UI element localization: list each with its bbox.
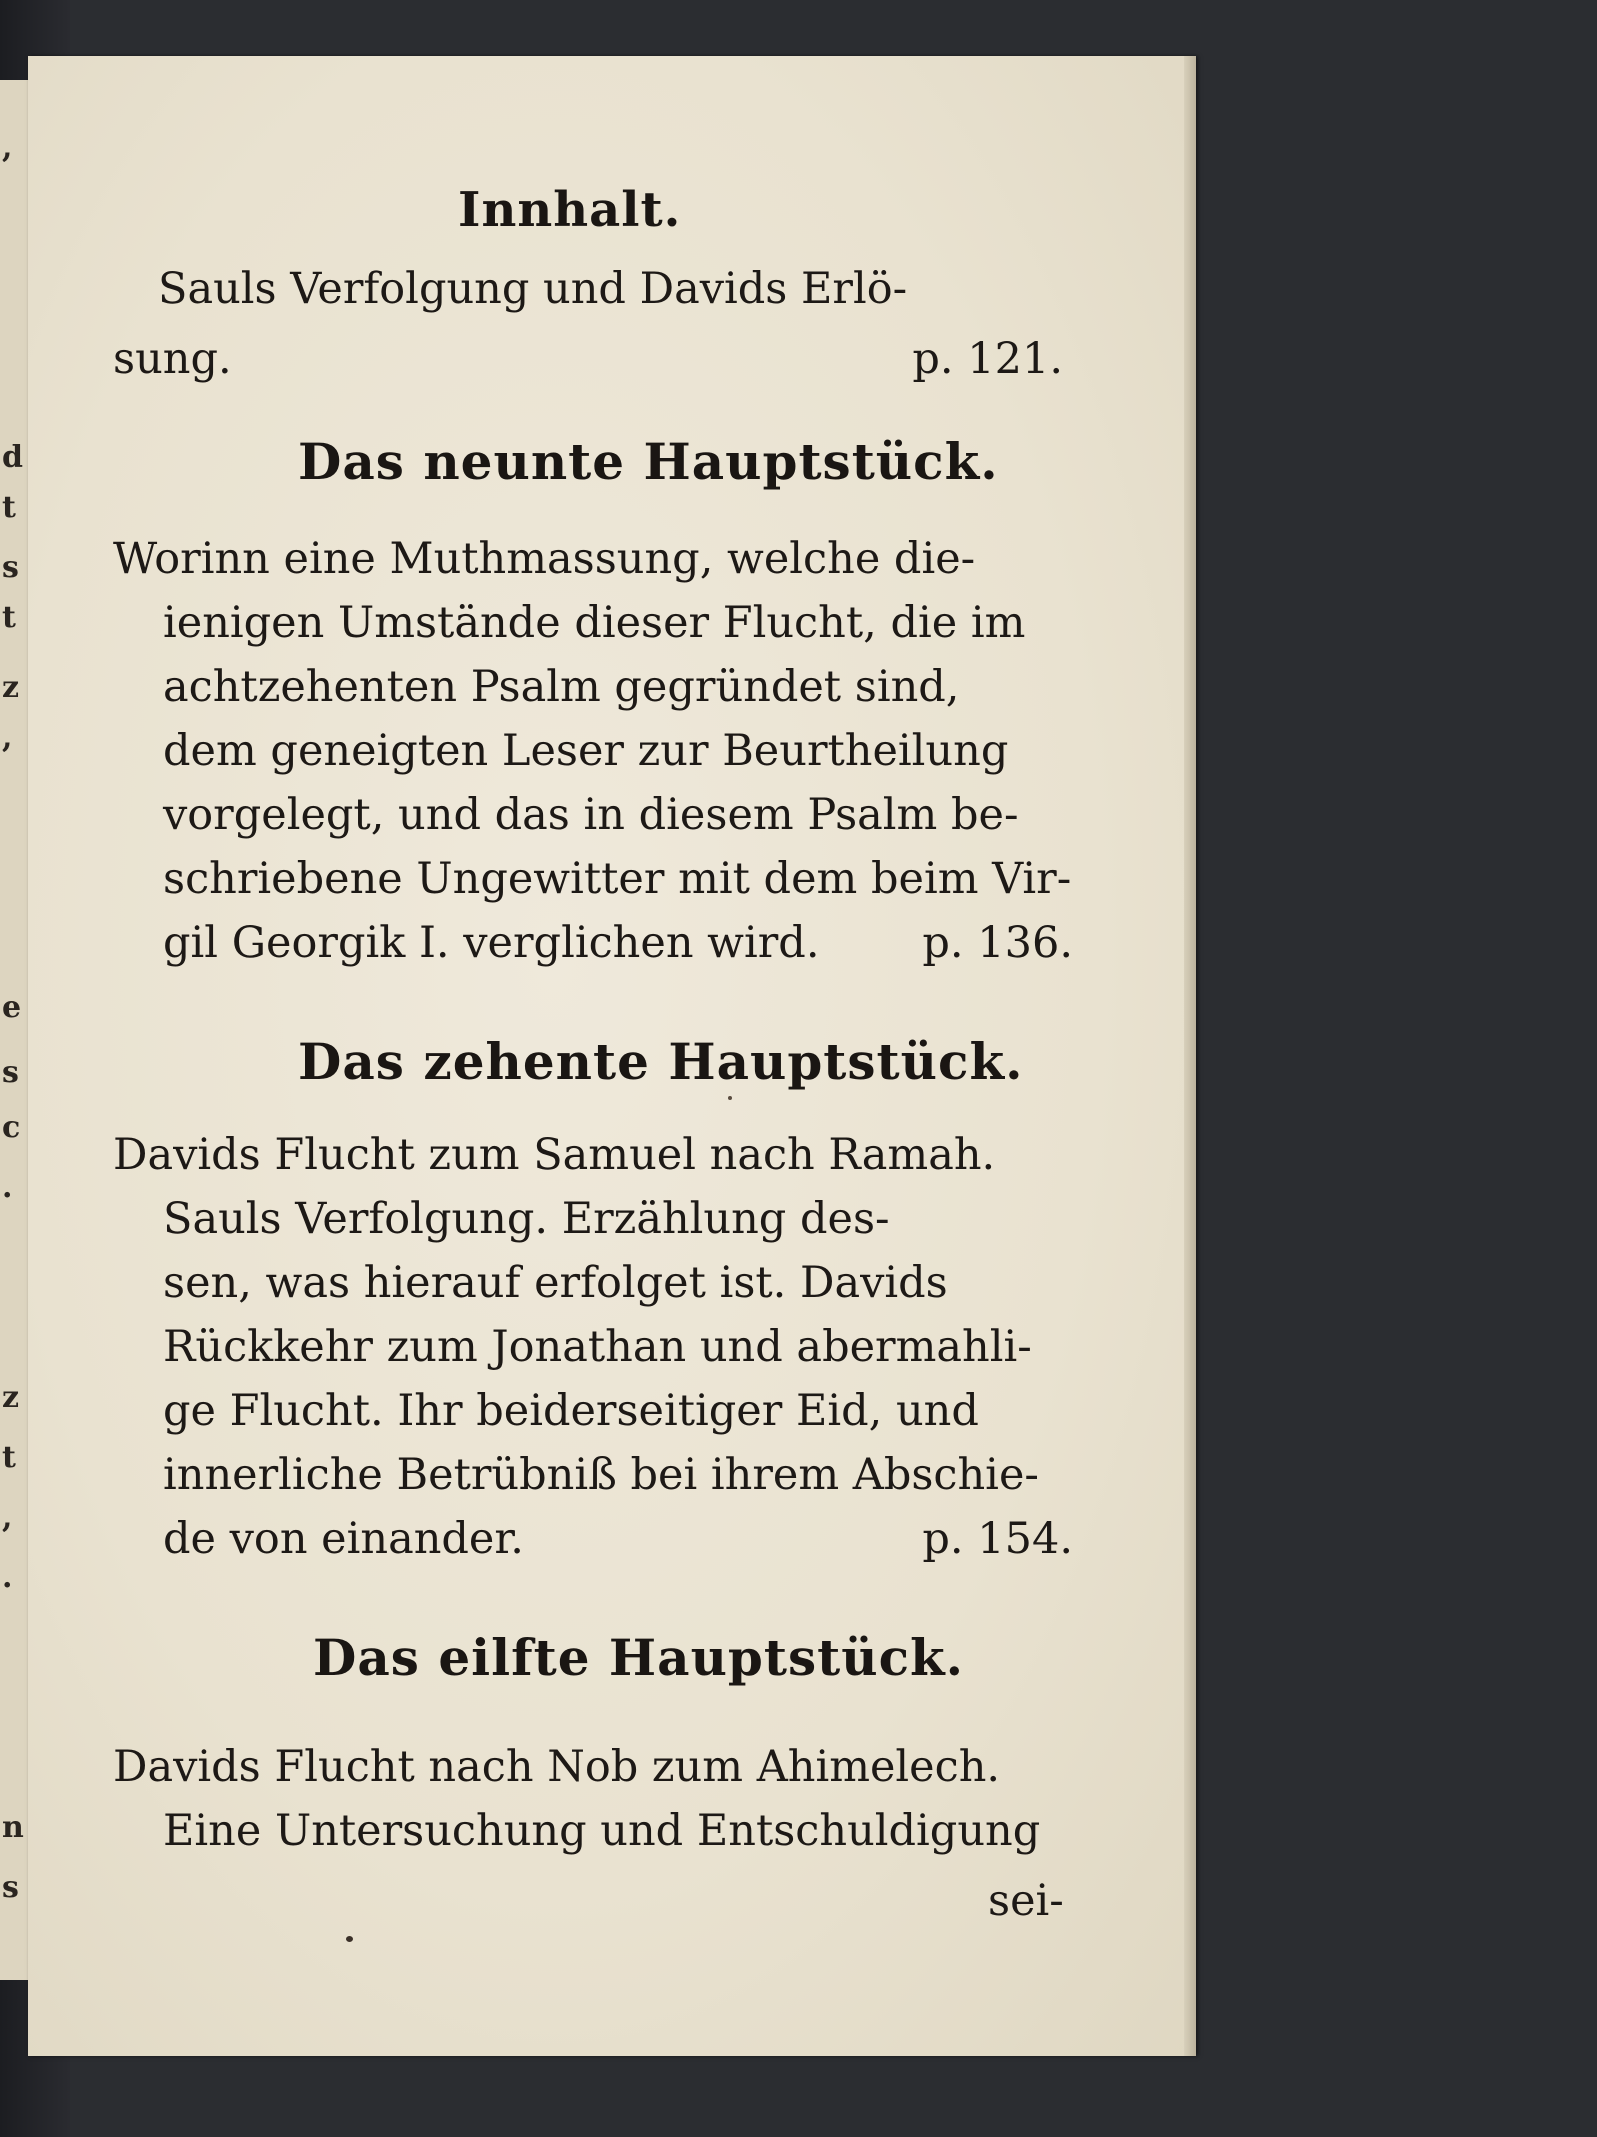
margin-glyph: z <box>2 670 20 705</box>
toc-line: achtzehenten Psalm gegründet sind, <box>163 662 960 712</box>
margin-glyph: e <box>2 990 22 1025</box>
facing-page-edge <box>0 80 30 1980</box>
margin-glyph: , <box>2 130 13 165</box>
toc-line: sen, was hierauf erfolget ist. Davids <box>163 1258 948 1308</box>
margin-glyph: c <box>2 1110 21 1145</box>
margin-glyph: , <box>2 720 13 755</box>
toc-line: vorgelegt, und das in diesem Psalm be- <box>163 790 1019 840</box>
paper-speck <box>346 1936 353 1942</box>
running-head: Innhalt. <box>458 182 682 238</box>
page-reference: p. 154. <box>922 1514 1073 1564</box>
margin-glyph: t <box>2 490 16 525</box>
toc-line-text: Sauls Verfolgung und Davids Erlö- <box>158 264 908 314</box>
toc-line: Davids Flucht zum Samuel nach Ramah. <box>113 1130 996 1180</box>
toc-line: Worinn eine Muthmassung, welche die- <box>113 534 976 584</box>
toc-line <box>158 264 1068 314</box>
chapter-heading: Das eilfte Hauptstück. <box>313 1628 965 1687</box>
margin-glyph: s <box>2 1870 19 1905</box>
margin-glyph: , <box>2 1500 13 1535</box>
margin-glyph: s <box>2 550 19 585</box>
toc-line <box>113 334 1063 384</box>
toc-line: ge Flucht. Ihr beiderseitiger Eid, und <box>163 1386 979 1436</box>
toc-line: dem geneigten Leser zur Beurtheilung <box>163 726 1009 776</box>
toc-line: ienigen Umstände dieser Flucht, die im <box>163 598 1026 648</box>
toc-line: Davids Flucht nach Nob zum Ahimelech. <box>113 1742 1001 1792</box>
catchword: sei- <box>988 1876 1064 1926</box>
toc-line <box>163 918 1073 968</box>
margin-glyph: z <box>2 1380 20 1415</box>
margin-glyph: n <box>2 1810 24 1845</box>
toc-line: Rückkehr zum Jonathan und abermahli- <box>163 1322 1032 1372</box>
toc-line: Sauls Verfolgung. Erzählung des- <box>163 1194 890 1244</box>
paper-speck <box>728 1096 732 1100</box>
chapter-heading: Das zehente Hauptstück. <box>298 1032 1024 1091</box>
page-reference: p. 121. <box>912 334 1063 384</box>
chapter-heading: Das neunte Hauptstück. <box>298 432 999 491</box>
toc-line: innerliche Betrübniß bei ihrem Abschie- <box>163 1450 1039 1500</box>
page-edge <box>1184 56 1196 2056</box>
toc-line: schriebene Ungewitter mit dem beim Vir- <box>163 854 1072 904</box>
book-page <box>28 56 1196 2056</box>
margin-glyph: t <box>2 600 16 635</box>
margin-glyph: d <box>2 440 23 475</box>
margin-glyph: t <box>2 1440 16 1475</box>
page-reference: p. 136. <box>922 918 1073 968</box>
toc-line-text: de von einander. <box>163 1514 524 1564</box>
toc-line-text: sung. <box>113 334 232 384</box>
margin-glyph: . <box>2 1560 13 1595</box>
margin-glyph: . <box>2 1170 13 1205</box>
toc-line <box>163 1514 1073 1564</box>
toc-line: Eine Untersuchung und Entschuldigung <box>163 1806 1041 1856</box>
margin-glyph: s <box>2 1055 19 1090</box>
toc-line-text: gil Georgik I. verglichen wird. <box>163 918 820 968</box>
